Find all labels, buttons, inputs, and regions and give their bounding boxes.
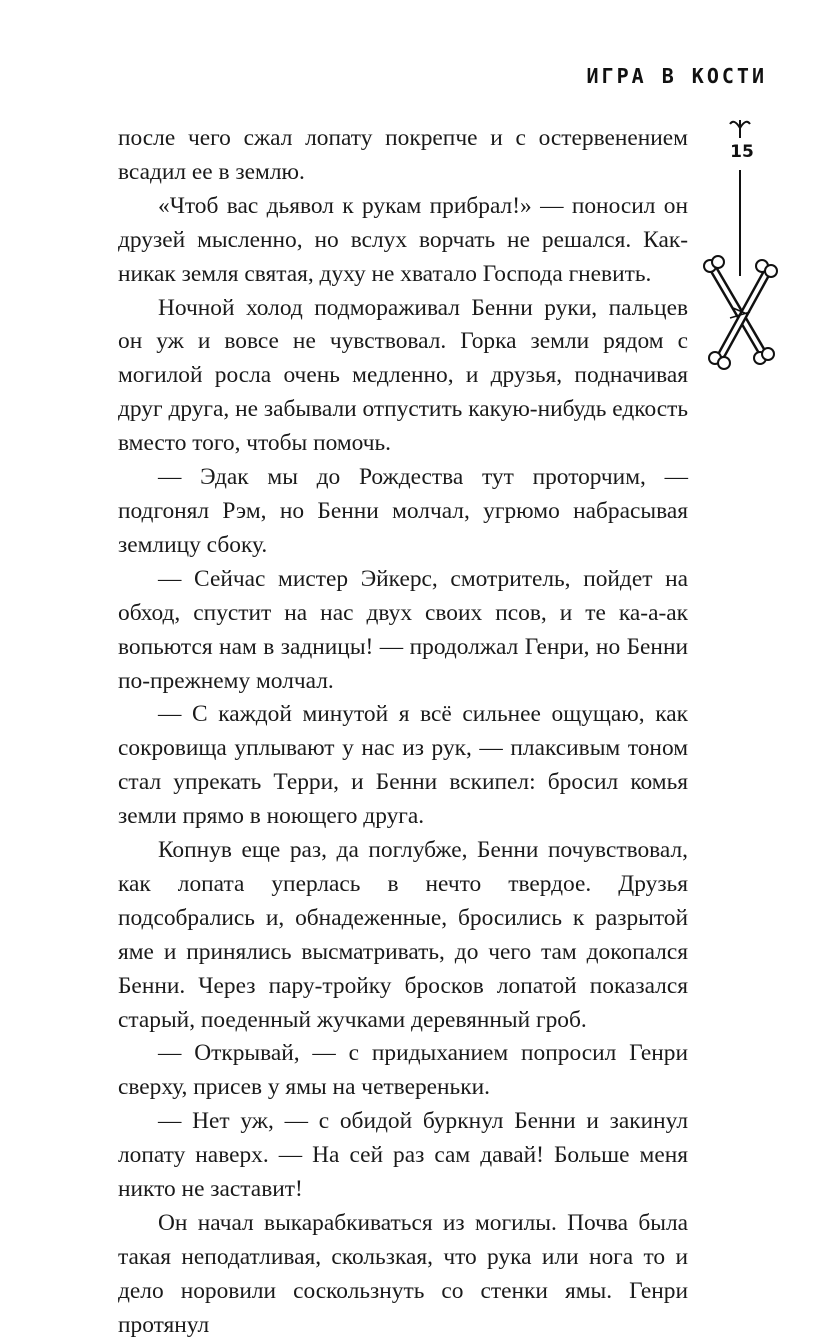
paragraph: Копнув еще раз, да поглубже, Бенни почувствовал, как лопата уперлась в нечто твердое. Друзья подсобрались и, обнадеженные, бросились к разрытой яме и принялись высматривать, до чего там докопался Бенни. Через пару-тройку бросков лопатой показался старый, поеденный жучками деревянный гроб. — [118, 837, 688, 1033]
paragraph: — Нет уж, — с обидой буркнул Бенни и закинул лопату наверх. — На сей раз сам давай! Больше меня никто не заставит! — [118, 1108, 688, 1203]
paragraph: — С каждой минутой я всё сильнее ощущаю, как сокровища уплывают у нас из рук, — плаксивым тоном стал упрекать Терри, и Бенни вскипел: бросил комья земли прямо в ноющего друга. — [118, 701, 688, 830]
paragraph: — Открывай, — с придыханием попросил Генри сверху, присев у ямы на четвереньки. — [118, 1040, 688, 1101]
paragraph: после чего сжал лопату покрепче и с остервенением всадил ее в землю. — [118, 125, 688, 185]
running-title: ИГРА В КОСТИ — [586, 64, 767, 88]
paragraph: Он начал выкарабкиваться из могилы. Почва была такая неподатливая, скользкая, что рука или нога то и дело норовили соскользнуть со стенки ямы. Генри протянул — [118, 1210, 688, 1338]
paragraph: «Чтоб вас дьявол к рукам прибрал!» — поносил он друзей мысленно, но вслух ворчать не решался. Как-никак земля святая, духу не хватало Господа гневить. — [118, 192, 688, 287]
paragraph: Ночной холод подмораживал Бенни руки, пальцев он уж и вовсе не чувствовал. Горка земли рядом с могилой росла очень медленно, и друзья, подначивая друг друга, не забывали отпустить какую-нибудь едкость вместо того, чтобы помочь. — [118, 294, 688, 457]
page-number: 15 — [730, 142, 754, 162]
paragraph: — Эдак мы до Рождества тут проторчим, — подгонял Рэм, но Бенни молчал, угрюмо набрасывая землицу сбоку. — [118, 464, 688, 558]
paragraph: — Сейчас мистер Эйкерс, смотритель, пойдет на обход, спустит на нас двух своих псов, и те ка-а-ак вопьются нам в задницы! — продолжал Генри, но Бенни по-прежнему молчал. — [118, 565, 688, 694]
body-text — [118, 122, 688, 1343]
